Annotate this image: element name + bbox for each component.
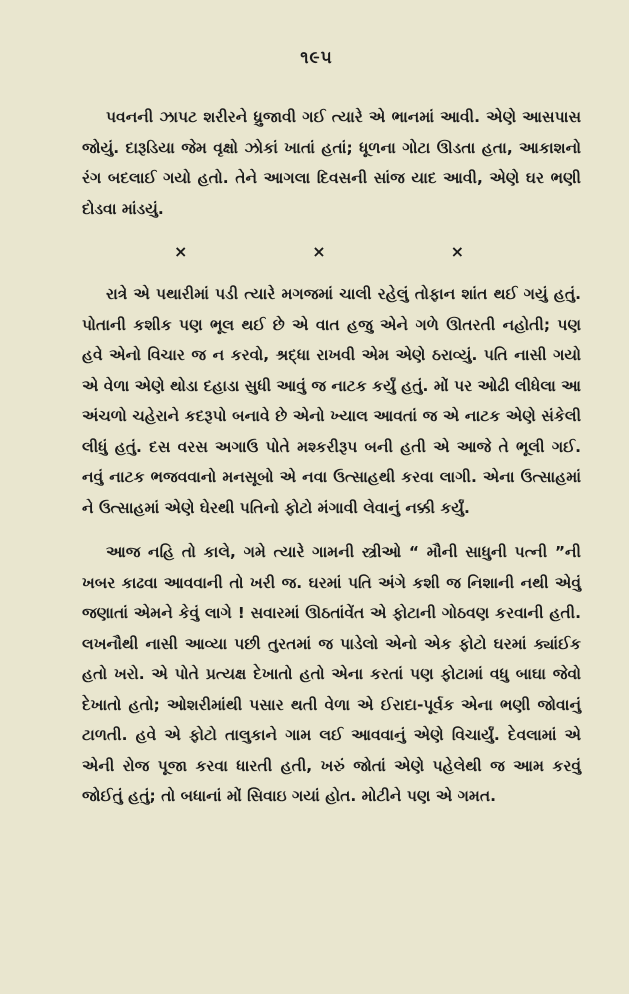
paragraph-2: રાત્રે એ પથારીમાં પડી ત્યારે મગજમાં ચાલી રહેલું તોફાન શાંત થઈ ગયું હતું. પોતાની કશીક પણ ભૂલ થઈ છે એ વાત હજુ એને ગળે ઊતરતી નહોતી; પણ હવે એનો વિચાર જ ન કરવો, શ્રદ્ધા રાખવી એમ એણે ઠરાવ્યું. પતિ નાસી ગયો એ વેળા એણે થોડા દહાડા સુધી આવું જ નાટક કર્યું હતું. મોં પર ઓઢી લીધેલા આ અંચળો ચહેરાને કદરૂપો બનાવે છે એનો ખ્યાલ આવતાં જ એ નાટક એણે સંકેલી લીધું હતું. દસ વરસ અગાઉ પોતે મશ્કરીરૂપ બની હતી એ આજે તે ભૂલી ગઈ. નવું નાટક ભજવવાનો મનસૂબો એ નવા ઉત્સાહથી કરવા લાગી. એના ઉત્સાહમાં ને ઉત્સાહમાં એણે ઘેરથી પતિનો ફોટો મંગાવી લેવાનું નક્કી કર્યું. [82, 285, 581, 517]
separator-mark: × [174, 242, 188, 261]
separator-mark: × [312, 242, 326, 261]
separator-mark: × [450, 242, 464, 261]
paragraph-gap [82, 523, 581, 537]
section-separator [174, 242, 464, 261]
paragraph-1: પવનની ઝાપટ શરીરને ધ્રુજાવી ગઈ ત્યારે એ ભાનમાં આવી. એણે આસપાસ જોયું. દારૂડિયા જેમ વૃક્ષો ઝોકાં ખાતાં હતાં; ધૂળના ગોટા ઊડતા હતા, આકાશનો રંગ બદલાઈ ગયો હતો. તેને આગલા દિવસની સાંજ યાદ આવી, એણે ઘર ભણી દોડવા માંડયું. [82, 108, 581, 218]
paragraph-3: આજ નહિ તો કાલે, ગમે ત્યારે ગામની સ્ત્રીઓ “ મૌની સાધુની પત્ની ”ની ખબર કાઢવા આવવાની તો ખરી જ. ઘરમાં પતિ અંગે કશી જ નિશાની નથી એવું જણાતાં એમને કેવું લાગે ! સવારમાં ઊઠતાંવેંત એ ફોટાની ગોઠવણ કરવાની હતી. લખનૌથી નાસી આવ્યા પછી તુરતમાં જ પાડેલો એનો એક ફોટો ઘરમાં ક્યાંઈક હતો ખરો. એ પોતે પ્રત્યક્ષ દેખાતો હતો એના કરતાં પણ ફોટામાં વધુ બાઘા જેવો દેખાતો હતો; ઓશરીમાંથી પસાર થતી વેળા એ ઈરાદા-પૂર્વક એના ભણી જોવાનું ટાળતી. હવે એ ફોટો તાલુકાને ગામ લઈ આવવાનું એણે વિચાર્યું. દેવલામાં એ એની રોજ પૂજા કરવા ધારતી હતી, ખરું જોતાં એણે પહેલેથી જ આમ કરવું જોઈતું હતું; તો બધાનાં મોં સિવાઇ ગયાં હોત. મોટીને પણ એ ગમત. [82, 543, 581, 805]
page-number: ૧૯૫ [300, 48, 333, 68]
